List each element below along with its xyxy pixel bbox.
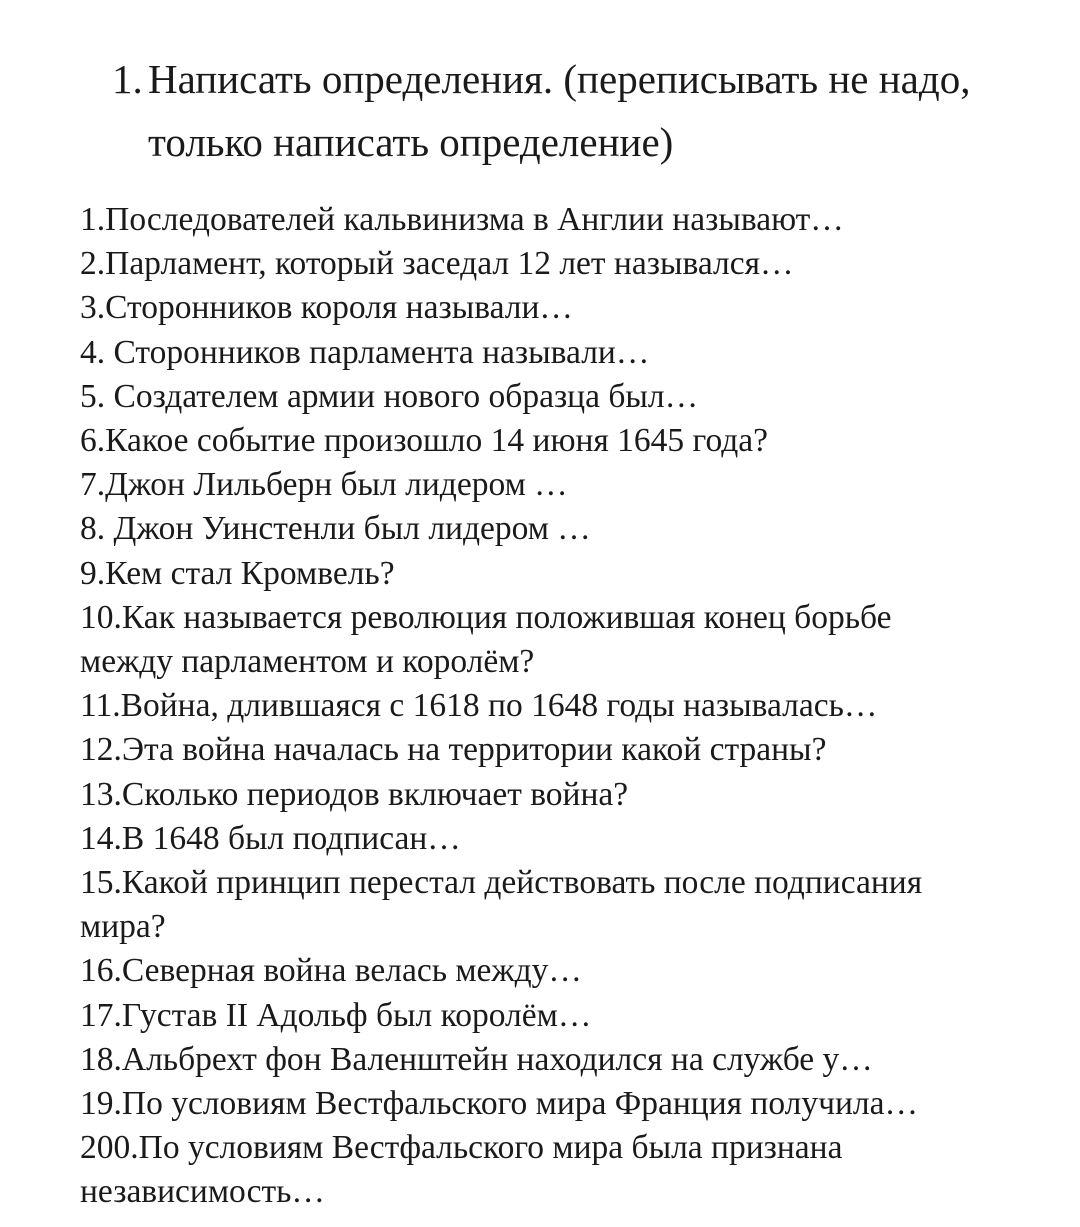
question-list (80, 198, 1040, 1215)
question-line: мира? (80, 908, 166, 946)
question-line: 11.Война, длившаяся с 1618 по 1648 годы называлась… (80, 687, 878, 725)
question-line: 200.По условиям Вестфальского мира была признана (80, 1129, 843, 1167)
question-line: независимость… (80, 1173, 325, 1211)
question-line: между парламентом и королём? (80, 643, 535, 681)
question-line: 15.Какой принцип перестал действовать после подписания (80, 864, 923, 902)
question-line: 1.Последователей кальвинизма в Англии называют… (80, 201, 844, 238)
question-line: 5. Создателем армии нового образца был… (80, 377, 699, 415)
question-line: 17.Густав II Адольф был королём… (80, 996, 592, 1034)
question-line: 13.Сколько периодов включает война? (80, 775, 629, 813)
question-line: 4. Сторонников парламента называли… (80, 333, 650, 371)
question-line: 2.Парламент, который заседал 12 лет назывался… (80, 245, 794, 283)
question-line: 12.Эта война началась на территории какой страны? (80, 731, 827, 769)
question-line: 14.В 1648 был подписан… (80, 819, 461, 857)
task-number: 1. (112, 56, 143, 102)
question-line: 19.По условиям Вестфальского мира Франция получила… (80, 1085, 918, 1123)
task-title-line2: только написать определение) (148, 119, 674, 165)
question-line: 16.Северная война велась между… (80, 952, 582, 990)
question-line: 10.Как называется революция положившая конец борьбе (80, 598, 892, 636)
question-line: 3.Сторонников короля называли… (80, 289, 573, 327)
task-heading (112, 48, 1012, 174)
question-line: 9.Кем стал Кромвель? (80, 554, 395, 592)
question-line: 6.Какое событие произошло 14 июня 1645 года? (80, 422, 769, 460)
task-title-line1: Написать определения. (переписывать не надо, (148, 56, 971, 102)
question-line: 7.Джон Лильберн был лидером … (80, 466, 568, 504)
question-line: 18.Альбрехт фон Валенштейн находился на службе у… (80, 1040, 873, 1078)
question-line: 8. Джон Уинстенли был лидером … (80, 510, 591, 548)
